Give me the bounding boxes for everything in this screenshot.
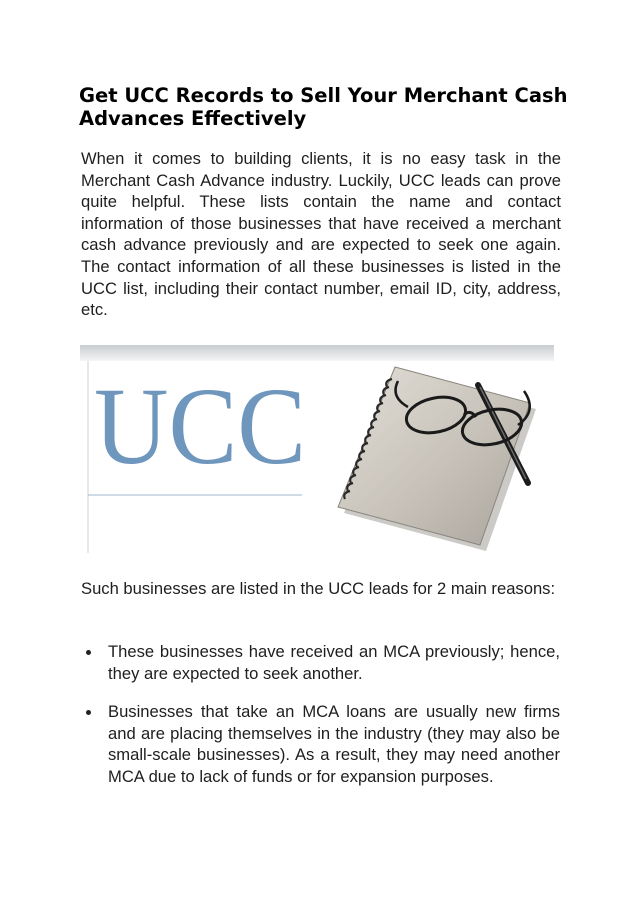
ucc-illustration-graphic [80, 345, 554, 553]
ucc-wordmark: UCC [94, 365, 306, 487]
list-item-text: These businesses have received an MCA previously; hence, they are expected to seek another. [108, 642, 560, 683]
bullet-dot-icon [86, 650, 91, 655]
bullet-dot-icon [86, 710, 91, 715]
list-item [84, 701, 560, 787]
reasons-lead: Such businesses are listed in the UCC leads for 2 main reasons: [81, 579, 556, 598]
top-band [80, 345, 554, 361]
reasons-list [84, 641, 560, 788]
document-title: Get UCC Records to Sell Your Merchant Cash Advances Effectively [79, 84, 568, 130]
list-item [84, 641, 560, 684]
intro-paragraph: When it comes to building clients, it is no easy task in the Merchant Cash Advance industry. Luckily, UCC leads can prove quite helpful. These lists contain the name and contact information of those businesses that have received a merchant cash advance previously and are expected to seek one again. The contact information of all these businesses is listed in the UCC list, including their contact number, email ID, city, address, etc. [81, 149, 561, 320]
ucc-illustration [80, 345, 554, 553]
list-item-text: Businesses that take an MCA loans are usually new firms and are placing themselves in the industry (they may also be small-scale businesses). As a result, they may need another MCA due to lack of funds or for expansion purposes. [108, 702, 560, 786]
